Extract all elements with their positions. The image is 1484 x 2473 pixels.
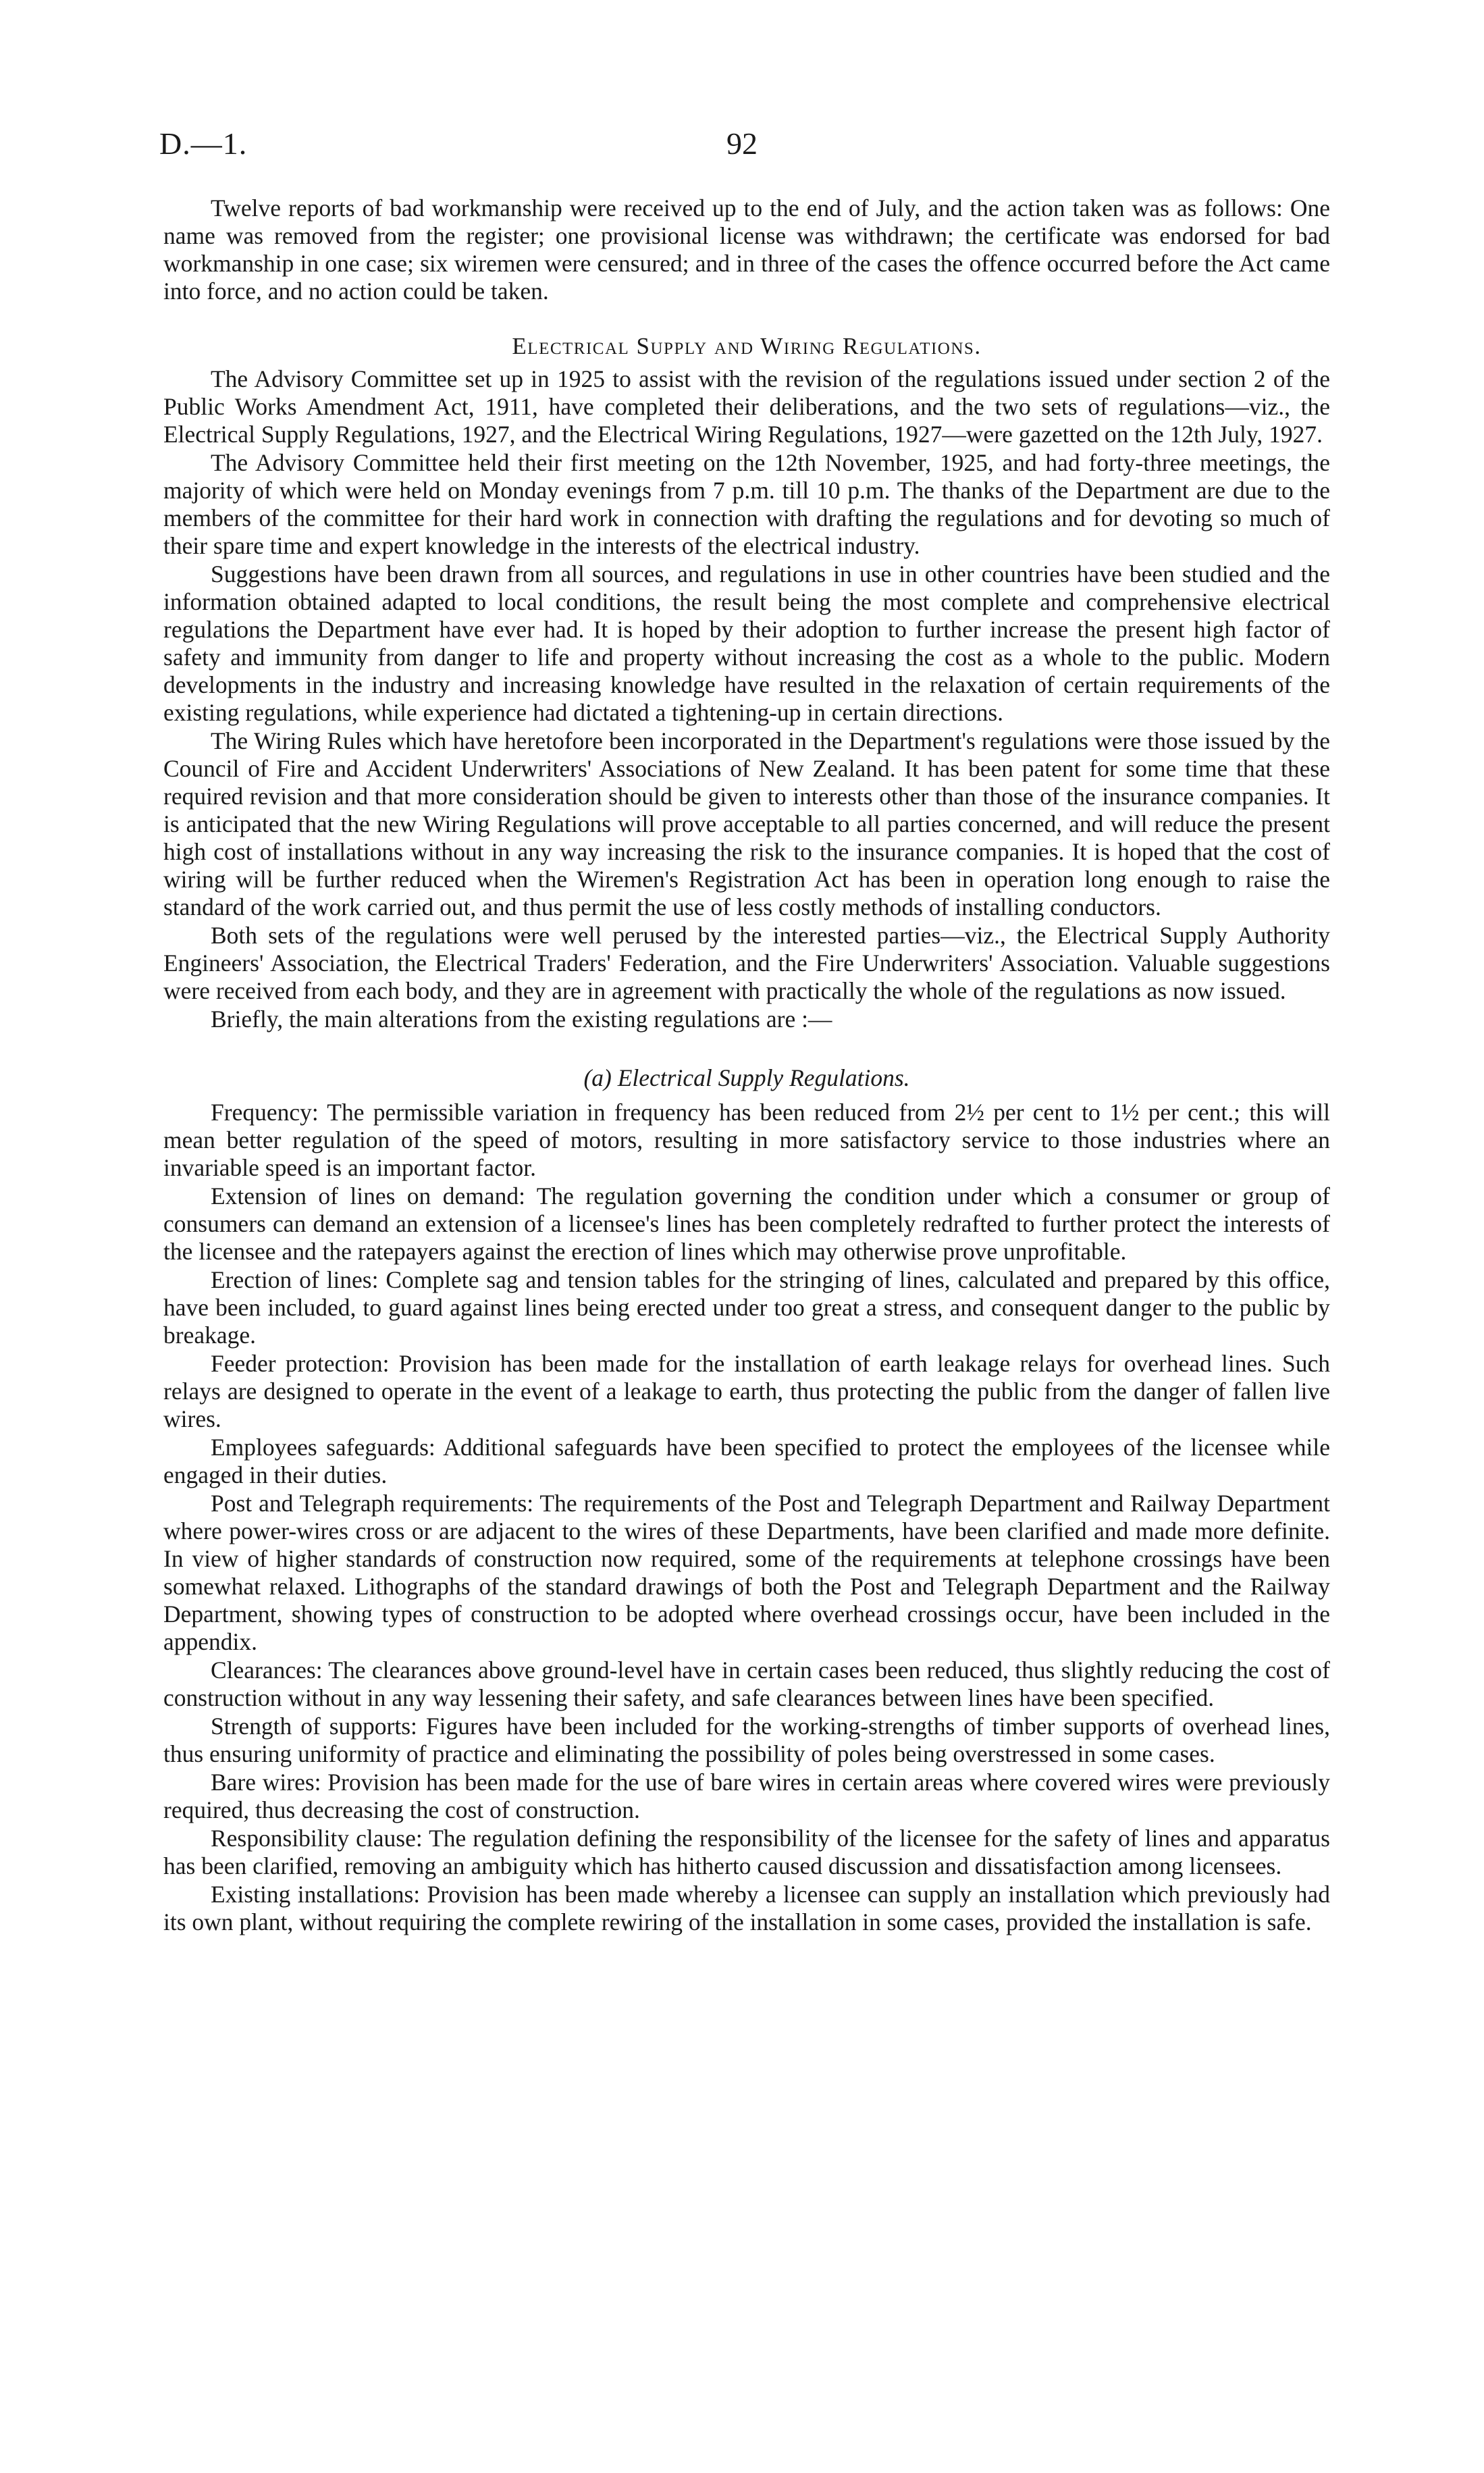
subsection-heading: (a) Electrical Supply Regulations. [583,1064,910,1091]
regulation-paragraph-feeder: Feeder protection: Provision has been made for the installation of earth leakage relays for overhead lines. Such relays are designed to operate in the event of a leakage to earth, thus protecting the public from the danger of fallen live wires. [163,1350,1330,1432]
regulation-paragraph-clearances: Clearances: The clearances above ground-level have in certain cases been reduced, thus slightly reducing the cost of construction without in any way lessening their safety, and safe clearances between lines have been specified. [163,1657,1330,1711]
regulation-paragraph-responsibility: Responsibility clause: The regulation defining the responsibility of the licensee for the safety of lines and apparatus has been clarified, removing an ambiguity which has hitherto caused discussion and dissatisfaction among licensees. [163,1825,1330,1879]
section-paragraph: The Advisory Committee held their first meeting on the 12th November, 1925, and had forty-three meetings, the majority of which were held on Monday evenings from 7 p.m. till 10 p.m. The thanks of the Department are due to the members of the committee for their hard work in connection with drafting the regulations and for devoting so much of their spare time and expert knowledge in the interests of the electrical industry. [163,449,1330,559]
page-body [163,194,1330,1936]
regulation-paragraph-erection: Erection of lines: Complete sag and tension tables for the stringing of lines, calculated and prepared by this office, have been included, to guard against lines being erected under too great a stress, and consequent danger to the public by breakage. [163,1266,1330,1349]
page-number: 92 [726,126,758,161]
regulation-paragraph-frequency: Frequency: The permissible variation in frequency has been reduced from 2½ per cent to 1½ per cent.; this will mean better regulation of the speed of motors, resulting in more satisfactory service to those industries where an invariable speed is an important factor. [163,1099,1330,1181]
regulation-paragraph-bare-wires: Bare wires: Provision has been made for the use of bare wires in certain areas where covered wires were previously required, thus decreasing the cost of construction. [163,1769,1330,1823]
section-paragraph: Suggestions have been drawn from all sources, and regulations in use in other countries have been studied and the information obtained adapted to local conditions, the result being the most complete and comprehensive electrical regulations the Department have ever had. It is hoped by their adoption to further increase the present high factor of safety and immunity from danger to life and property without increasing the cost as a whole to the public. Modern developments in the industry and increasing knowledge have resulted in the relaxation of certain requirements of the existing regulations, while experience had dictated a tightening-up in certain directions. [163,561,1330,726]
intro-paragraph: Twelve reports of bad workmanship were received up to the end of July, and the action taken was as follows: One name was removed from the register; one provisional license was withdrawn; the certificate was endorsed for bad workmanship in one case; six wiremen were censured; and in three of the cases the offence occurred before the Act came into force, and no action could be taken. [163,194,1330,305]
regulation-paragraph-post-telegraph: Post and Telegraph requirements: The requirements of the Post and Telegraph Department and Railway Department where power-wires cross or are adjacent to the wires of these Departments, have been clarified and made more definite. In view of higher standards of construction now required, some of the requirements at telephone crossings have been somewhat relaxed. Lithographs of the standard drawings of both the Post and Telegraph Department and the Railway Department, showing types of construction to be adopted where overhead crossings occur, have been included in the appendix. [163,1490,1330,1655]
section-paragraph: The Advisory Committee set up in 1925 to assist with the revision of the regulations issued under section 2 of the Public Works Amendment Act, 1911, have completed their deliberations, and the two sets of regulations—viz., the Electrical Supply Regulations, 1927, and the Electrical Wiring Regulations, 1927—were gazetted on the 12th July, 1927. [163,365,1330,448]
section-paragraph: The Wiring Rules which have heretofore been incorporated in the Department's regulations were those issued by the Council of Fire and Accident Underwriters' Associations of New Zealand. It has been patent for some time that these required revision and that more consideration should be given to interests other than those of the insurance companies. It is anticipated that the new Wiring Regulations will prove acceptable to all parties concerned, and will reduce the present high cost of installations without in any way increasing the risk to the insurance companies. It is hoped that the cost of wiring will be further reduced when the Wiremen's Registration Act has been in operation long enough to raise the standard of the work carried out, and thus permit the use of less costly methods of installing conductors. [163,727,1330,920]
section-paragraph: Briefly, the main alterations from the existing regulations are :— [211,1006,832,1033]
section-paragraph: Both sets of the regulations were well perused by the interested parties—viz., the Electrical Supply Authority Engineers' Association, the Electrical Traders' Federation, and the Fire Underwriters' Association. Valuable suggestions were received from each body, and they are in agreement with practically the whole of the regulations as now issued. [163,922,1330,1004]
regulation-paragraph-existing: Existing installations: Provision has been made whereby a licensee can supply an installation which previously had its own plant, without requiring the complete rewiring of the installation in some cases, provided the installation is safe. [163,1881,1330,1935]
section-heading: Electrical Supply and Wiring Regulations. [512,333,982,359]
document-reference: D.—1. [159,126,248,161]
regulation-paragraph-supports: Strength of supports: Figures have been included for the working-strengths of timber supports of overhead lines, thus ensuring uniformity of practice and eliminating the possibility of poles being overstressed in some cases. [163,1713,1330,1767]
regulation-paragraph-employees: Employees safeguards: Additional safeguards have been specified to protect the employees of the licensee while engaged in their duties. [163,1434,1330,1488]
regulation-paragraph-extension: Extension of lines on demand: The regulation governing the condition under which a consumer or group of consumers can demand an extension of a licensee's lines has been completely redrafted to further protect the interests of the licensee and the ratepayers against the erection of lines which may otherwise prove unprofitable. [163,1182,1330,1265]
